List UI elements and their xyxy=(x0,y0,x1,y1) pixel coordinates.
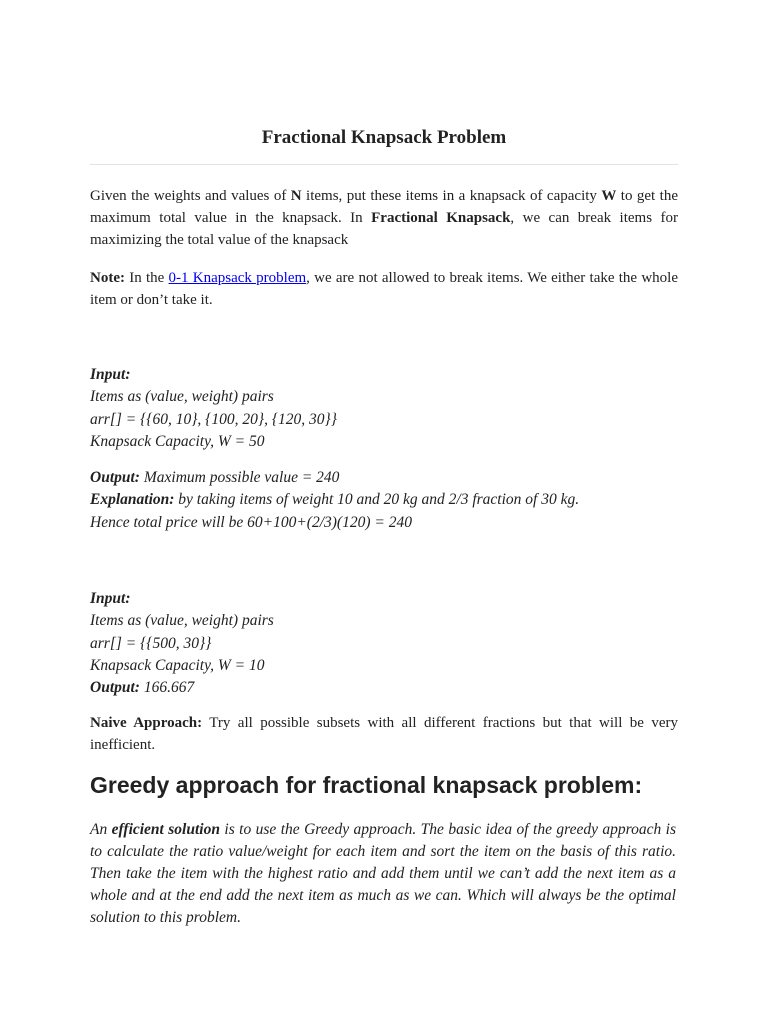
knapsack-01-link[interactable]: 0-1 Knapsack problem xyxy=(168,270,307,286)
example-2-line-1: Items as (value, weight) pairs xyxy=(90,612,274,630)
naive-approach-label: Naive Approach: xyxy=(90,715,203,731)
greedy-bold-efficient: efficient solution xyxy=(111,821,220,838)
example-1-explanation-line-2: Hence total price will be 60+100+(2/3)(120) = 240 xyxy=(90,513,412,531)
naive-approach-text: Try all possible subsets with all different fractions but that will be very inefficient. xyxy=(90,715,679,753)
note-paragraph xyxy=(90,267,678,311)
intro-text-1: Given the weights and values of xyxy=(90,188,291,204)
example-2-input-label: Input: xyxy=(90,590,131,607)
intro-bold-n: N xyxy=(290,188,302,204)
example-1-input-label: Input: xyxy=(90,366,131,383)
intro-text-3: to get the maximum total value in the knapsack. In xyxy=(90,188,678,226)
greedy-text-2: is to use the Greedy approach. The basic idea of the greedy approach is to calculate the ratio value/weight for each item and sort the item on the basis of this ratio. Then take the item with the highest ratio and add them until we can’t add the next item as a whole and at the end add the next item as much as we can. Which will always be the optimal solution to this problem. xyxy=(90,821,676,926)
example-1-line-3: Knapsack Capacity, W = 50 xyxy=(90,432,265,450)
note-text-2: , we are not allowed to break items. We either take the whole item or don’t take it. xyxy=(90,270,678,308)
note-text-1: In the xyxy=(124,270,169,286)
example-2-line-2: arr[] = {{500, 30}} xyxy=(90,634,212,652)
example-1-output-value: Maximum possible value = 240 xyxy=(139,469,340,486)
intro-text-4: , we can break items for maximizing the total value of the knapsack xyxy=(90,210,678,248)
example-2-output-value: 166.667 xyxy=(139,679,195,697)
greedy-heading: Greedy approach for fractional knapsack problem: xyxy=(90,772,643,798)
example-1-explanation-value: by taking items of weight 10 and 20 kg and 2/3 fraction of 30 kg. xyxy=(174,491,580,509)
intro-paragraph xyxy=(90,185,678,251)
example-1-explanation-label: Explanation: xyxy=(90,491,175,509)
example-1-output xyxy=(90,467,678,534)
example-2 xyxy=(90,588,678,699)
page-title: Fractional Knapsack Problem xyxy=(261,127,507,148)
example-1-input xyxy=(90,364,678,453)
intro-bold-w: W xyxy=(601,188,617,204)
example-2-line-3: Knapsack Capacity, W = 10 xyxy=(90,656,265,674)
example-1-output-label: Output: xyxy=(90,469,140,486)
intro-text-2: items, put these items in a knapsack of capacity xyxy=(301,188,602,204)
title-divider xyxy=(90,164,678,165)
greedy-paragraph xyxy=(90,819,676,929)
intro-bold-fractional: Fractional Knapsack xyxy=(371,210,511,226)
example-2-output-label: Output: xyxy=(90,679,140,697)
naive-approach-paragraph xyxy=(90,712,678,756)
greedy-text-1: An xyxy=(90,821,112,838)
note-label: Note: xyxy=(90,270,125,286)
example-1-line-2: arr[] = {{60, 10}, {100, 20}, {120, 30}} xyxy=(90,410,337,428)
example-1-line-1: Items as (value, weight) pairs xyxy=(90,388,274,406)
